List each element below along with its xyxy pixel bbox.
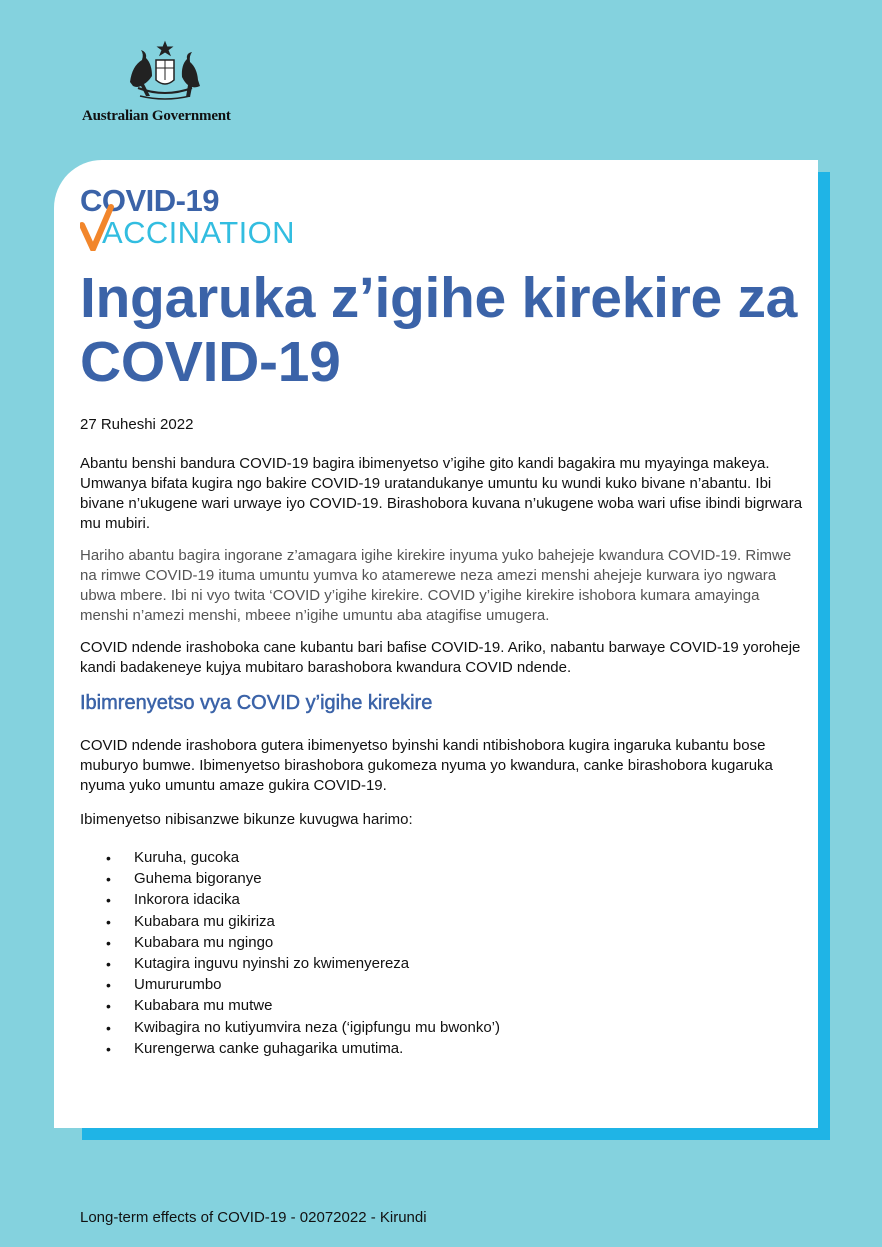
list-item: • Umururumbo [80,975,500,996]
logo-line-2-row [80,217,295,249]
symptoms-heading: Ibimrenyetso vya COVID y’igihe kirekire [80,692,433,714]
list-item: • Kubabara mu ngingo [80,933,500,954]
list-item: • Guhema bigoranye [80,869,500,890]
long-covid-paragraph: Hariho abantu bagira ingorane z’amagara igihe kirekire inyuma yuko bahejeje kwandura COVID-19. Rimwe na rimwe COVID-19 ituma umuntu yumva ko atamerewe neza amezi menshi ahejeje kurwara iyo ngwara ubwa mbere. Ibi ni vyo twita ‘COVID y’igihe kirekire. COVID y’igihe kirekire ishobora kumara amayinga menshi n’amezi menshi, mbeee n’igihe umuntu aba atagifise umugera. [80,547,792,624]
symptoms-intro: Ibimenyetso nibisanzwe bikunze kuvugwa harimo: [80,811,413,828]
logo-line-1: COVID-19 [80,183,219,218]
list-item: • Inkorora idacika [80,890,500,911]
list-item: • Kwibagira no kutiyumvira neza (‘igipfungu mu bwonko’) [80,1018,500,1039]
list-item: • Kubabara mu gikiriza [80,912,500,933]
footer-text: Long-term effects of COVID-19 - 02072022 - Kirundi [80,1209,427,1226]
symptoms-paragraph: COVID ndende irashobora gutera ibimenyetso byinshi kandi ntibishobora kugira ingaruka kubantu bose muburyo bumwe. Ibimenyetso birashobora gukomeza nyuma yo kwandura, canke birashobora kugaruka nyuma yuko umuntu amaze gukira COVID-19. [80,737,773,794]
checkmark-icon [80,203,114,251]
coat-of-arms-icon [110,40,220,106]
list-item: • Kuruha, gucoka [80,848,500,869]
list-item: • Kubabara mu mutwe [80,996,500,1017]
covid-vaccination-logo [80,185,295,249]
logo-line-2: ACCINATION [102,215,295,250]
list-item: • Kutagira inguvu nyinshi zo kwimenyereza [80,954,500,975]
publication-date: 27 Ruheshi 2022 [80,416,194,433]
symptom-list [80,848,500,1060]
list-item: • Kurengerwa canke guhagarika umutima. [80,1039,500,1060]
government-name: Australian Government [82,108,231,124]
intro-paragraph: Abantu benshi bandura COVID-19 bagira ibimenyetso v’igihe gito kandi bagakira mu myayinga makeya. Umwanya bifata kugira ngo bakire COVID-19 uratandukanye umuntu ku wundi kuko bivane n’abantu. Ibi bivane n’ukugene wari urwaye iyo COVID-19. Birashobora kuvana n’ukugene woba wari ufise ibindi bigrwara mu mubiri. [80,455,803,532]
risk-paragraph: COVID ndende irashoboka cane kubantu bari bafise COVID-19. Ariko, nabantu barwaye COVID-19 yoroheje kandi badakeneye kujya mubitaro barashobora kwandura COVID ndende. [80,639,801,676]
page-title: Ingaruka z’igihe kirekire za COVID-19 [80,266,798,394]
